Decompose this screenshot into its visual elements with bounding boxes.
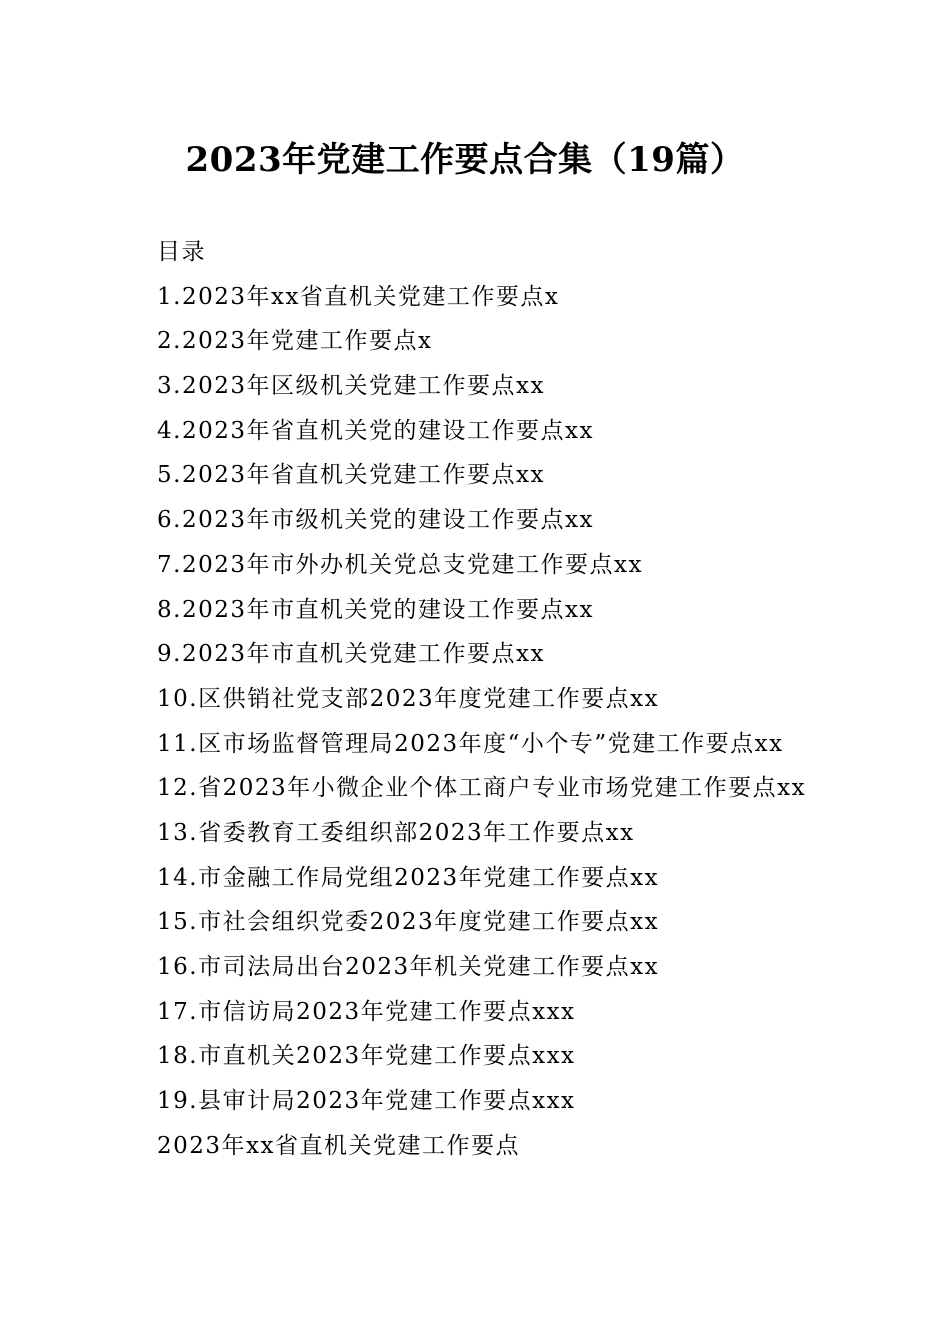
toc-heading: 目录 bbox=[157, 239, 206, 265]
toc-item: 1.2023年xx省直机关党建工作要点x bbox=[157, 283, 560, 310]
toc-item: 7.2023年市外办机关党总支党建工作要点xx bbox=[157, 551, 643, 578]
toc-item: 6.2023年市级机关党的建设工作要点xx bbox=[157, 507, 594, 534]
toc-item: 16.市司法局出台2023年机关党建工作要点xx bbox=[157, 954, 660, 980]
table-of-contents bbox=[157, 230, 897, 1168]
toc-item: 9.2023年市直机关党建工作要点xx bbox=[157, 641, 545, 668]
toc-item: 18.市直机关2023年党建工作要点xxx bbox=[157, 1043, 576, 1070]
document-title: 2023年党建工作要点合集（19篇） bbox=[185, 140, 745, 180]
toc-item: 3.2023年区级机关党建工作要点xx bbox=[157, 373, 545, 400]
toc-item: 12.省2023年小微企业个体工商户专业市场党建工作要点xx bbox=[157, 775, 807, 802]
section-heading: 2023年xx省直机关党建工作要点 bbox=[157, 1132, 520, 1159]
toc-item: 17.市信访局2023年党建工作要点xxx bbox=[157, 998, 576, 1025]
toc-item: 19.县审计局2023年党建工作要点xxx bbox=[157, 1088, 576, 1115]
toc-item: 5.2023年省直机关党建工作要点xx bbox=[157, 462, 545, 489]
toc-item: 15.市社会组织党委2023年度党建工作要点xx bbox=[157, 909, 660, 936]
toc-item: 10.区供销社党支部2023年度党建工作要点xx bbox=[157, 685, 660, 712]
toc-item: 13.省委教育工委组织部2023年工作要点xx bbox=[157, 819, 635, 846]
toc-item: 14.市金融工作局党组2023年党建工作要点xx bbox=[157, 864, 660, 891]
toc-item: 4.2023年省直机关党的建设工作要点xx bbox=[157, 417, 594, 444]
toc-item: 8.2023年市直机关党的建设工作要点xx bbox=[157, 596, 594, 623]
toc-item: 2.2023年党建工作要点x bbox=[157, 328, 433, 355]
toc-item: 11.区市场监督管理局2023年度“小个专”党建工作要点xx bbox=[157, 730, 784, 757]
